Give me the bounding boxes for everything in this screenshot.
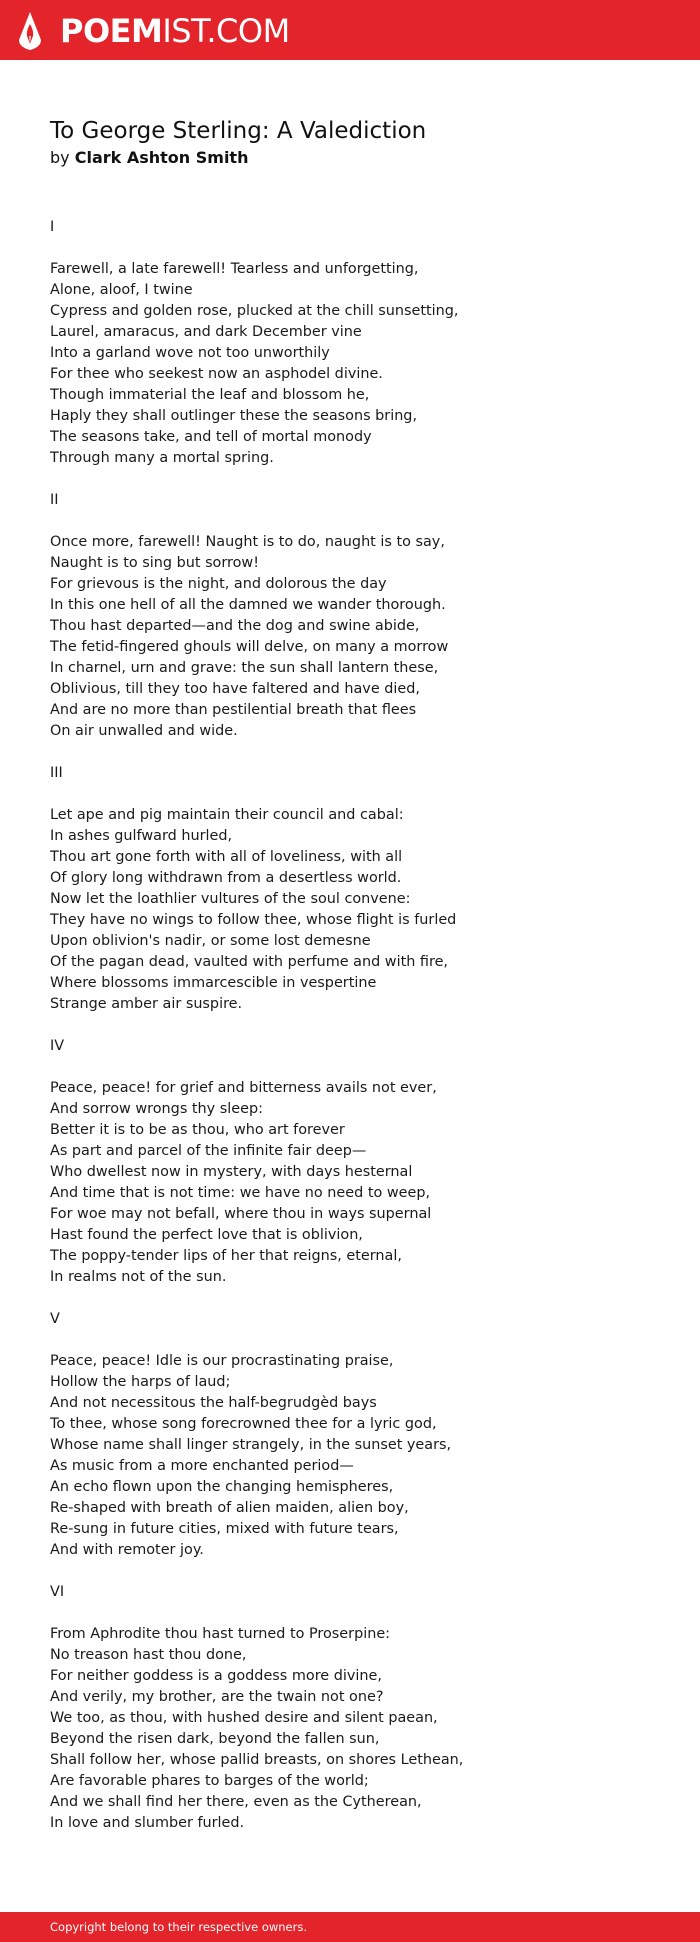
poem-line: In ashes gulfward hurled, bbox=[50, 828, 233, 844]
poem-line: Though immaterial the leaf and blossom he, bbox=[50, 387, 370, 403]
stanza-numeral: II bbox=[50, 492, 59, 508]
poem-line: Beyond the risen dark, beyond the fallen sun, bbox=[50, 1731, 380, 1747]
poem-line: The fetid-fingered ghouls will delve, on many a morrow bbox=[50, 639, 449, 655]
stanza bbox=[50, 1036, 670, 1288]
poem-line: Shall follow her, whose pallid breasts, on shores Lethean, bbox=[50, 1752, 464, 1768]
poem-line: For woe may not befall, where thou in ways supernal bbox=[50, 1206, 432, 1222]
poem-line: Thou hast departed—and the dog and swine abide, bbox=[50, 618, 420, 634]
poem-line: Let ape and pig maintain their council and cabal: bbox=[50, 807, 404, 823]
brand-name-light: IST.COM bbox=[162, 12, 290, 50]
brand-name-bold: POEM bbox=[60, 12, 163, 50]
poem-line: Upon oblivion's nadir, or some lost demesne bbox=[50, 933, 371, 949]
poem-line: Into a garland wove not too unworthily bbox=[50, 345, 330, 361]
poem-line: And sorrow wrongs thy sleep: bbox=[50, 1101, 263, 1117]
poem-line: Laurel, amaracus, and dark December vine bbox=[50, 324, 362, 340]
poem-line: And verily, my brother, are the twain not one? bbox=[50, 1689, 384, 1705]
poem-line: Are favorable phares to barges of the world; bbox=[50, 1773, 369, 1789]
poem-line: And with remoter joy. bbox=[50, 1542, 204, 1558]
quill-pen-icon bbox=[18, 11, 42, 51]
poem-line: Now let the loathlier vultures of the soul convene: bbox=[50, 891, 411, 907]
poem-line: To thee, whose song forecrowned thee for a lyric god, bbox=[50, 1416, 437, 1432]
stanza-numeral: IV bbox=[50, 1038, 65, 1054]
poem-line: Re-shaped with breath of alien maiden, alien boy, bbox=[50, 1500, 409, 1516]
poem-line: Peace, peace! Idle is our procrastinating praise, bbox=[50, 1353, 394, 1369]
poem-line: Who dwellest now in mystery, with days hesternal bbox=[50, 1164, 413, 1180]
poem-line: On air unwalled and wide. bbox=[50, 723, 238, 739]
stanza-numeral: III bbox=[50, 765, 63, 781]
poem-line: From Aphrodite thou hast turned to Proserpine: bbox=[50, 1626, 391, 1642]
poem-line: Where blossoms immarcescible in vespertine bbox=[50, 975, 377, 991]
byline bbox=[50, 147, 670, 169]
poem-line: No treason hast thou done, bbox=[50, 1647, 247, 1663]
poem-body bbox=[50, 217, 670, 1855]
poem-line: Hast found the perfect love that is oblivion, bbox=[50, 1227, 363, 1243]
poem-line: Of glory long withdrawn from a desertless world. bbox=[50, 870, 402, 886]
poem-line: The poppy-tender lips of her that reigns, eternal, bbox=[50, 1248, 402, 1264]
poem-line: And are no more than pestilential breath that flees bbox=[50, 702, 417, 718]
poem-line: They have no wings to follow thee, whose flight is furled bbox=[50, 912, 457, 928]
poem-line: Alone, aloof, I twine bbox=[50, 282, 193, 298]
poem-line: Whose name shall linger strangely, in the sunset years, bbox=[50, 1437, 452, 1453]
poem-line: Through many a mortal spring. bbox=[50, 450, 274, 466]
poem-line: Naught is to sing but sorrow! bbox=[50, 555, 259, 571]
poem-line: And not necessitous the half-begrudgèd bays bbox=[50, 1395, 377, 1411]
poem-line: An echo flown upon the changing hemispheres, bbox=[50, 1479, 394, 1495]
poem-line: For thee who seekest now an asphodel divine. bbox=[50, 366, 383, 382]
site-header bbox=[0, 0, 700, 60]
poem-line: In this one hell of all the damned we wander thorough. bbox=[50, 597, 446, 613]
poem-line: In realms not of the sun. bbox=[50, 1269, 227, 1285]
poem-line: In charnel, urn and grave: the sun shall lantern these, bbox=[50, 660, 439, 676]
poem-line: We too, as thou, with hushed desire and silent paean, bbox=[50, 1710, 438, 1726]
poem-heading bbox=[50, 115, 670, 169]
poem-line: Haply they shall outlinger these the seasons bring, bbox=[50, 408, 418, 424]
stanza-numeral: I bbox=[50, 219, 55, 235]
poem-line: As part and parcel of the infinite fair deep— bbox=[50, 1143, 367, 1159]
site-footer bbox=[0, 1912, 700, 1942]
poem-line: For grievous is the night, and dolorous the day bbox=[50, 576, 387, 592]
poem-title: To George Sterling: A Valediction bbox=[50, 118, 427, 144]
stanza bbox=[50, 1582, 670, 1834]
stanza bbox=[50, 763, 670, 1015]
poem-line: The seasons take, and tell of mortal monody bbox=[50, 429, 372, 445]
poem-line: Re-sung in future cities, mixed with future tears, bbox=[50, 1521, 399, 1537]
poem-line: As music from a more enchanted period— bbox=[50, 1458, 354, 1474]
stanza-numeral: V bbox=[50, 1311, 60, 1327]
brand-name bbox=[60, 11, 290, 51]
author-name: Clark Ashton Smith bbox=[74, 148, 249, 167]
stanza bbox=[50, 490, 670, 742]
poem-line: Better it is to be as thou, who art forever bbox=[50, 1122, 345, 1138]
by-label: by bbox=[50, 148, 70, 167]
poem-line: Once more, farewell! Naught is to do, naught is to say, bbox=[50, 534, 445, 550]
stanza-numeral: VI bbox=[50, 1584, 65, 1600]
poem-line: Peace, peace! for grief and bitterness avails not ever, bbox=[50, 1080, 437, 1096]
poem-line: Hollow the harps of laud; bbox=[50, 1374, 231, 1390]
copyright-text: Copyright belong to their respective owners. bbox=[50, 1920, 308, 1934]
poem-line: In love and slumber furled. bbox=[50, 1815, 245, 1831]
poem-line: For neither goddess is a goddess more divine, bbox=[50, 1668, 382, 1684]
poem-line: Thou art gone forth with all of loveliness, with all bbox=[50, 849, 403, 865]
site-logo-link[interactable] bbox=[18, 11, 290, 51]
poem-line: And time that is not time: we have no need to weep, bbox=[50, 1185, 431, 1201]
poem-line: Oblivious, till they too have faltered and have died, bbox=[50, 681, 420, 697]
poem-line: Farewell, a late farewell! Tearless and unforgetting, bbox=[50, 261, 419, 277]
stanza bbox=[50, 217, 670, 469]
poem-line: Cypress and golden rose, plucked at the chill sunsetting, bbox=[50, 303, 459, 319]
poem-line: Strange amber air suspire. bbox=[50, 996, 243, 1012]
poem-line: Of the pagan dead, vaulted with perfume and with fire, bbox=[50, 954, 448, 970]
stanza bbox=[50, 1309, 670, 1561]
poem-line: And we shall find her there, even as the Cytherean, bbox=[50, 1794, 422, 1810]
